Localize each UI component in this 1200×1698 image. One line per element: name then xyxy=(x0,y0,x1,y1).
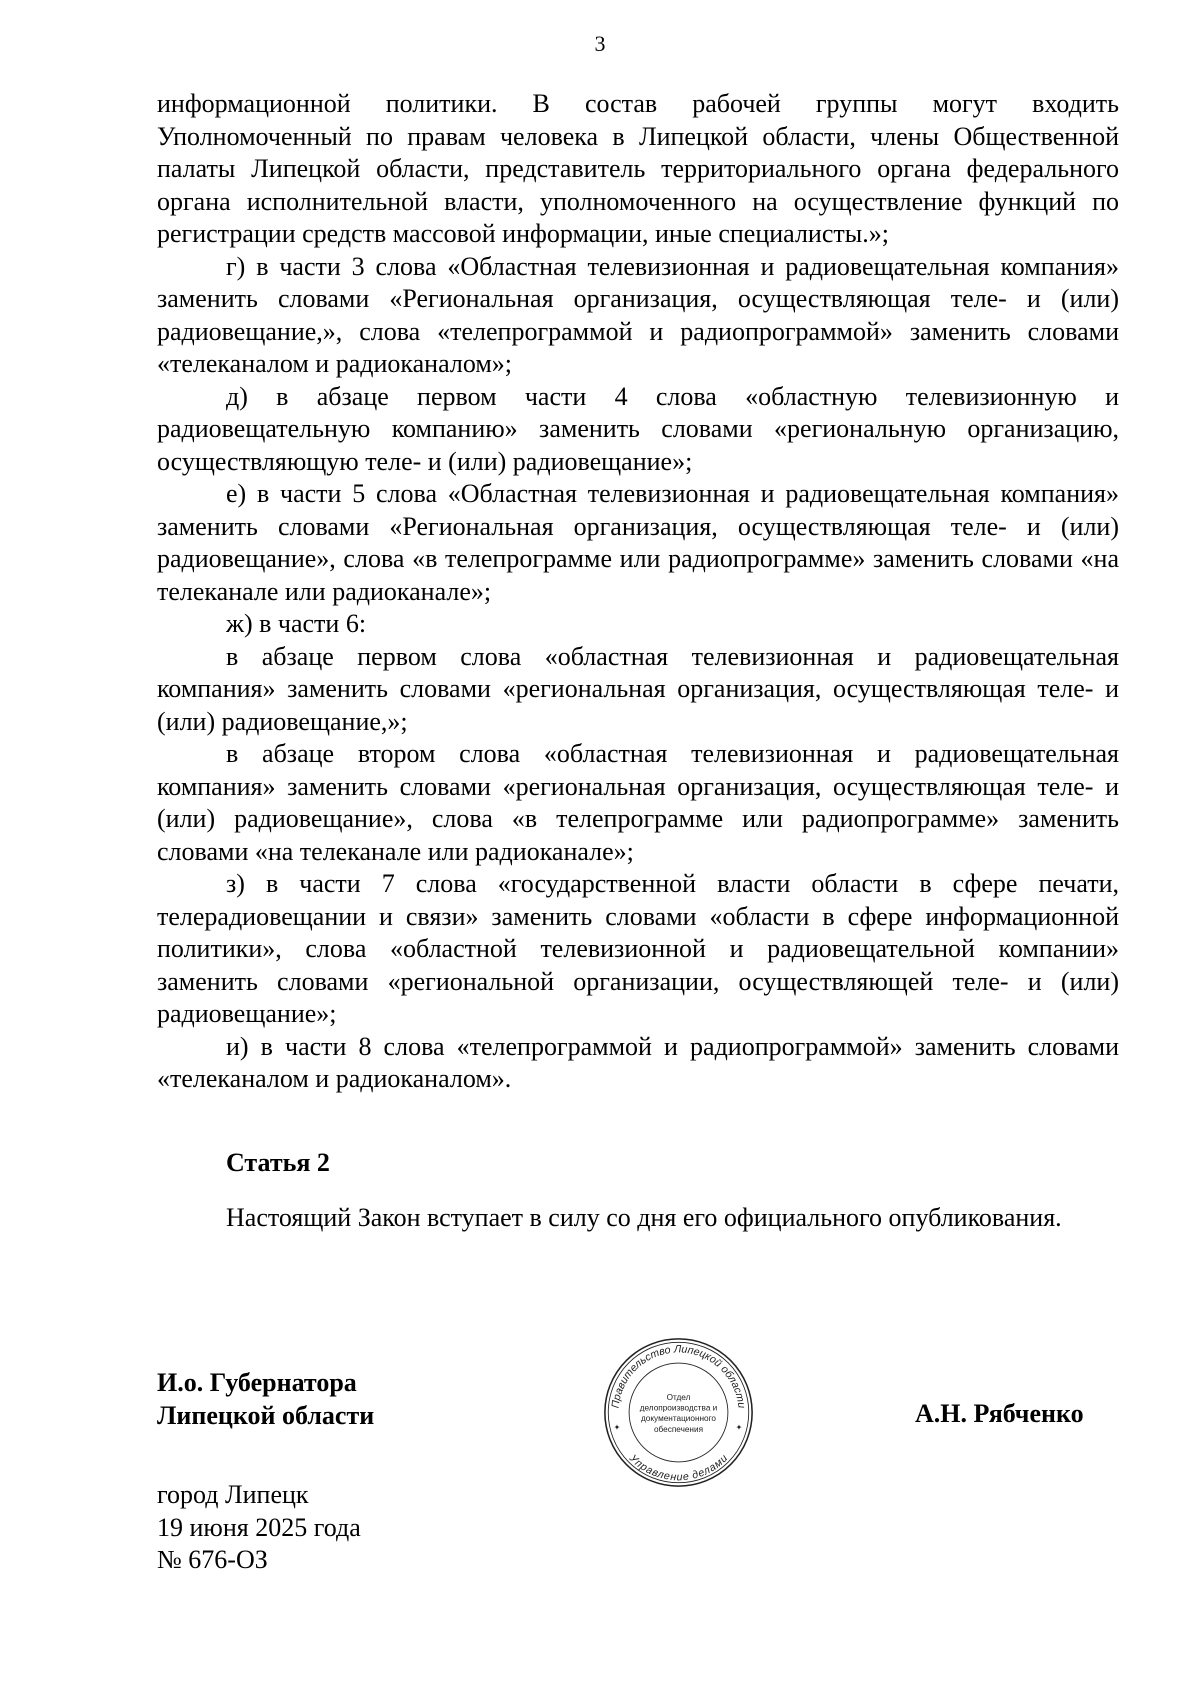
svg-text:Управление делами xyxy=(626,1452,730,1484)
paragraph: д) в абзаце первом части 4 слова «областную телевизионную и радиовещательную компанию» заменить словами «региональную организацию, осуществляющую теле- и (или) радиовещание»; xyxy=(157,381,1119,476)
stamp-outer-bottom-text: Управление делами xyxy=(626,1452,731,1484)
page-number: 3 xyxy=(594,31,606,56)
paragraph: информационной политики. В состав рабочей группы могут входить Уполномоченный по правам человека в Липецкой области, члены Общественной палаты Липецкой области, представитель территориального органа федерального органа исполнительной власти, уполномоченного на осуществление функций по регистрации средств массовой информации, иные специалисты.»; xyxy=(157,89,1119,248)
stamp-inner-text: Отдел xyxy=(666,1392,691,1402)
stamp-inner-text: обеспечения xyxy=(653,1424,704,1434)
article-title: Статья 2 xyxy=(226,1148,330,1177)
paragraph: и) в части 8 слова «телепрограммой и радиопрограммой» заменить словами «телеканалом и радиоканалом». xyxy=(157,1031,1119,1093)
footer-number: № 676-ОЗ xyxy=(157,1545,268,1574)
paragraph: г) в части 3 слова «Областная телевизионная и радиовещательная компания» заменить словами «Региональная организация, осуществляющая теле- и (или) радиовещание,», слова «телепрограммой и радиопрограммой» заменить словами «телеканалом и радиоканалом»; xyxy=(157,251,1119,378)
signatory-title-line: И.о. Губернатора xyxy=(157,1368,357,1397)
stamp-inner-text: документационного xyxy=(641,1414,716,1424)
body-text xyxy=(157,88,1119,1096)
article-body xyxy=(157,1202,1119,1235)
stamp-star-icon: ✦ xyxy=(613,1422,621,1432)
paragraph: Настоящий Закон вступает в силу со дня его официального опубликования. xyxy=(226,1203,1062,1232)
paragraph: в абзаце первом слова «областная телевизионная и радиовещательная компания» заменить словами «региональная организация, осуществляющая теле- и (или) радиовещание,»; xyxy=(157,641,1119,736)
paragraph: ж) в части 6: xyxy=(226,609,367,638)
footer-city: город Липецк xyxy=(157,1480,309,1509)
footer-info xyxy=(157,1479,361,1577)
paragraph: в абзаце втором слова «областная телевизионная и радиовещательная компания» заменить словами «региональная организация, осуществляющая теле- и (или) радиовещание», слова «в телепрограмме или радиопрограмме» заменить словами «на телеканале или радиоканале»; xyxy=(157,739,1119,866)
signatory-title xyxy=(157,1367,374,1432)
signatory-name: А.Н. Рябченко xyxy=(915,1399,1084,1428)
footer-date: 19 июня 2025 года xyxy=(157,1512,361,1542)
stamp-outer-top-text: Правительство Липецкой области xyxy=(609,1343,748,1409)
stamp-inner-text: делопроизводства и xyxy=(639,1403,718,1413)
official-stamp xyxy=(601,1335,756,1490)
paragraph: е) в части 5 слова «Областная телевизионная и радиовещательная компания» заменить словами «Региональная организация, осуществляющая теле- и (или) радиовещание», слова «в телепрограмме или радиопрограмме» заменить словами «на телеканале или радиоканале»; xyxy=(157,479,1119,606)
signatory-title-line: Липецкой области xyxy=(157,1400,375,1430)
paragraph: з) в части 7 слова «государственной власти области в сфере печати, телерадиовещании и связи» заменить словами «области в сфере информационной политики», слова «областной телевизионной и радиовещательной компании» заменить словами «региональной организации, осуществляющей теле- и (или) радиовещание»; xyxy=(157,869,1119,1028)
stamp-star-icon: ✦ xyxy=(735,1422,743,1432)
